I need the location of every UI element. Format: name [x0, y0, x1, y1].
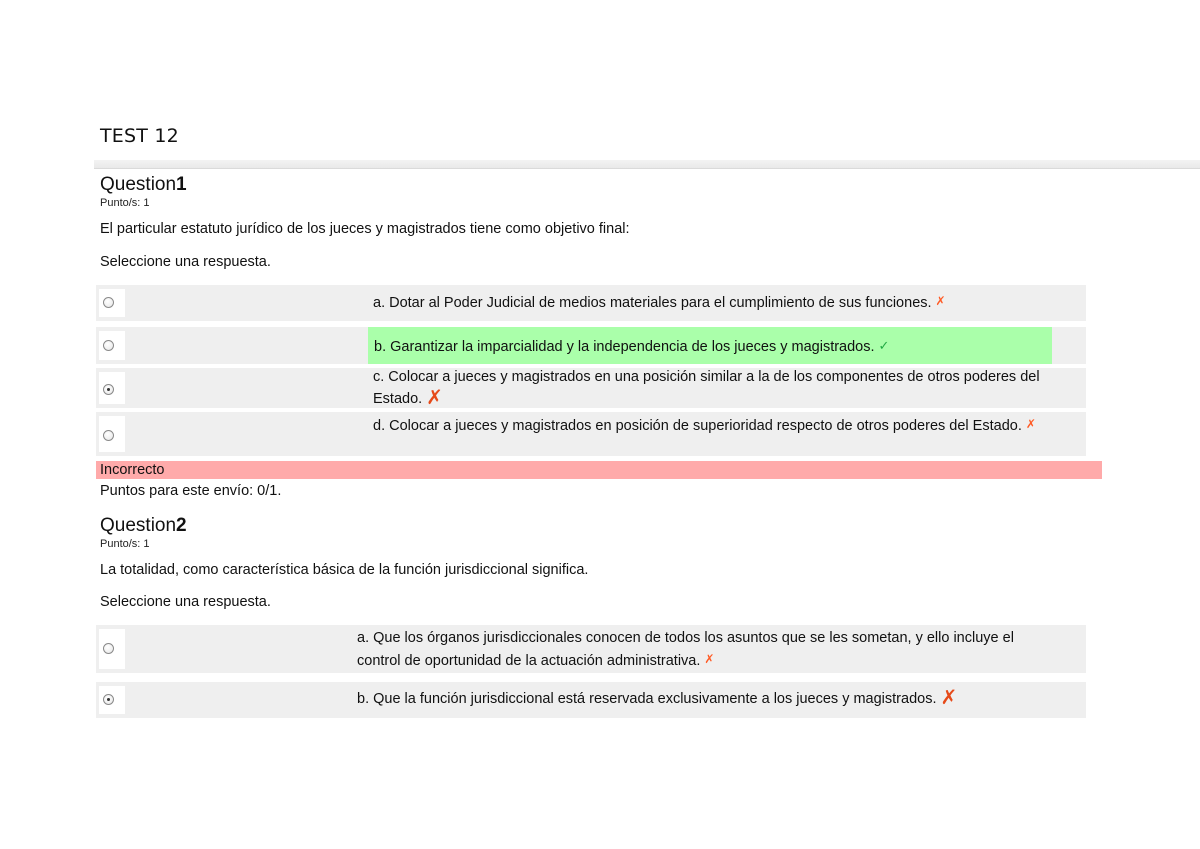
question-label: Question: [100, 174, 177, 195]
answer-text: d. Colocar a jueces y magistrados en posición de superioridad respecto de otros poderes del Estado.: [373, 418, 1022, 434]
question-1-text: El particular estatuto jurídico de los jueces y magistrados tiene como objetivo final:: [100, 221, 630, 237]
radio-cell: [99, 331, 125, 360]
radio-button-selected[interactable]: [103, 384, 114, 395]
radio-cell: [99, 686, 125, 714]
wrong-mark-icon: ✗: [935, 294, 946, 308]
answer-label: [373, 413, 1053, 437]
answer-option-c[interactable]: [96, 368, 1086, 408]
answer-option-d[interactable]: [96, 412, 1086, 456]
wrong-selected-mark-icon: ✗: [426, 387, 443, 409]
score-line: Puntos para este envío: 0/1.: [100, 483, 282, 499]
radio-button[interactable]: [103, 340, 114, 351]
question-1-heading: [100, 174, 187, 196]
question-2-answers: [96, 625, 1086, 718]
answer-text: c. Colocar a jueces y magistrados en una posición similar a la de los componentes de otros poderes del Estado.: [373, 369, 1040, 407]
wrong-mark-icon: ✗: [1025, 417, 1036, 431]
question-2-points: Punto/s: 1: [100, 538, 150, 550]
question-1-answers: [96, 285, 1086, 456]
radio-cell: [99, 629, 125, 669]
answer-text: b. Garantizar la imparcialidad y la independencia de los jueces y magistrados.: [374, 339, 875, 355]
radio-cell: [99, 289, 125, 317]
question-2-prompt: Seleccione una respuesta.: [100, 594, 271, 610]
answer-label: [357, 687, 957, 710]
answer-option-a[interactable]: [96, 625, 1086, 673]
question-number: 1: [176, 174, 187, 195]
answer-text: a. Que los órganos jurisdiccionales conocen de todos los asuntos que se les sometan, y ello incluye el control de oportunidad de la actuación administrativa.: [357, 630, 1014, 669]
answer-option-b[interactable]: [96, 682, 1086, 718]
radio-cell: [99, 372, 125, 404]
answer-option-a[interactable]: [96, 285, 1086, 321]
result-incorrect-bar: Incorrecto: [96, 461, 1102, 479]
answer-label: [373, 290, 946, 314]
radio-button[interactable]: [103, 430, 114, 441]
question-2-heading: [100, 515, 187, 537]
wrong-mark-icon: ✗: [704, 652, 715, 666]
header-divider: [94, 160, 1200, 169]
answer-label-correct: [368, 327, 1052, 364]
radio-button[interactable]: [103, 643, 114, 654]
answer-label: [373, 367, 1053, 410]
answer-option-b[interactable]: [96, 327, 1086, 364]
answer-text: b. Que la función jurisdiccional está reservada exclusivamente a los jueces y magistrados.: [357, 691, 937, 707]
radio-button[interactable]: [103, 297, 114, 308]
question-1-points: Punto/s: 1: [100, 197, 150, 209]
answer-label: [357, 628, 1057, 672]
question-label: Question: [100, 515, 177, 536]
radio-cell: [99, 416, 125, 452]
question-number: 2: [176, 515, 187, 536]
check-mark-icon: ✓: [878, 338, 890, 353]
question-2-text: La totalidad, como característica básica de la función jurisdiccional significa.: [100, 562, 589, 578]
wrong-selected-mark-icon: ✗: [940, 687, 958, 709]
page-title: TEST 12: [100, 125, 179, 147]
radio-button-selected[interactable]: [103, 694, 114, 705]
answer-text: a. Dotar al Poder Judicial de medios materiales para el cumplimiento de sus funciones.: [373, 295, 932, 311]
question-1-prompt: Seleccione una respuesta.: [100, 254, 271, 270]
